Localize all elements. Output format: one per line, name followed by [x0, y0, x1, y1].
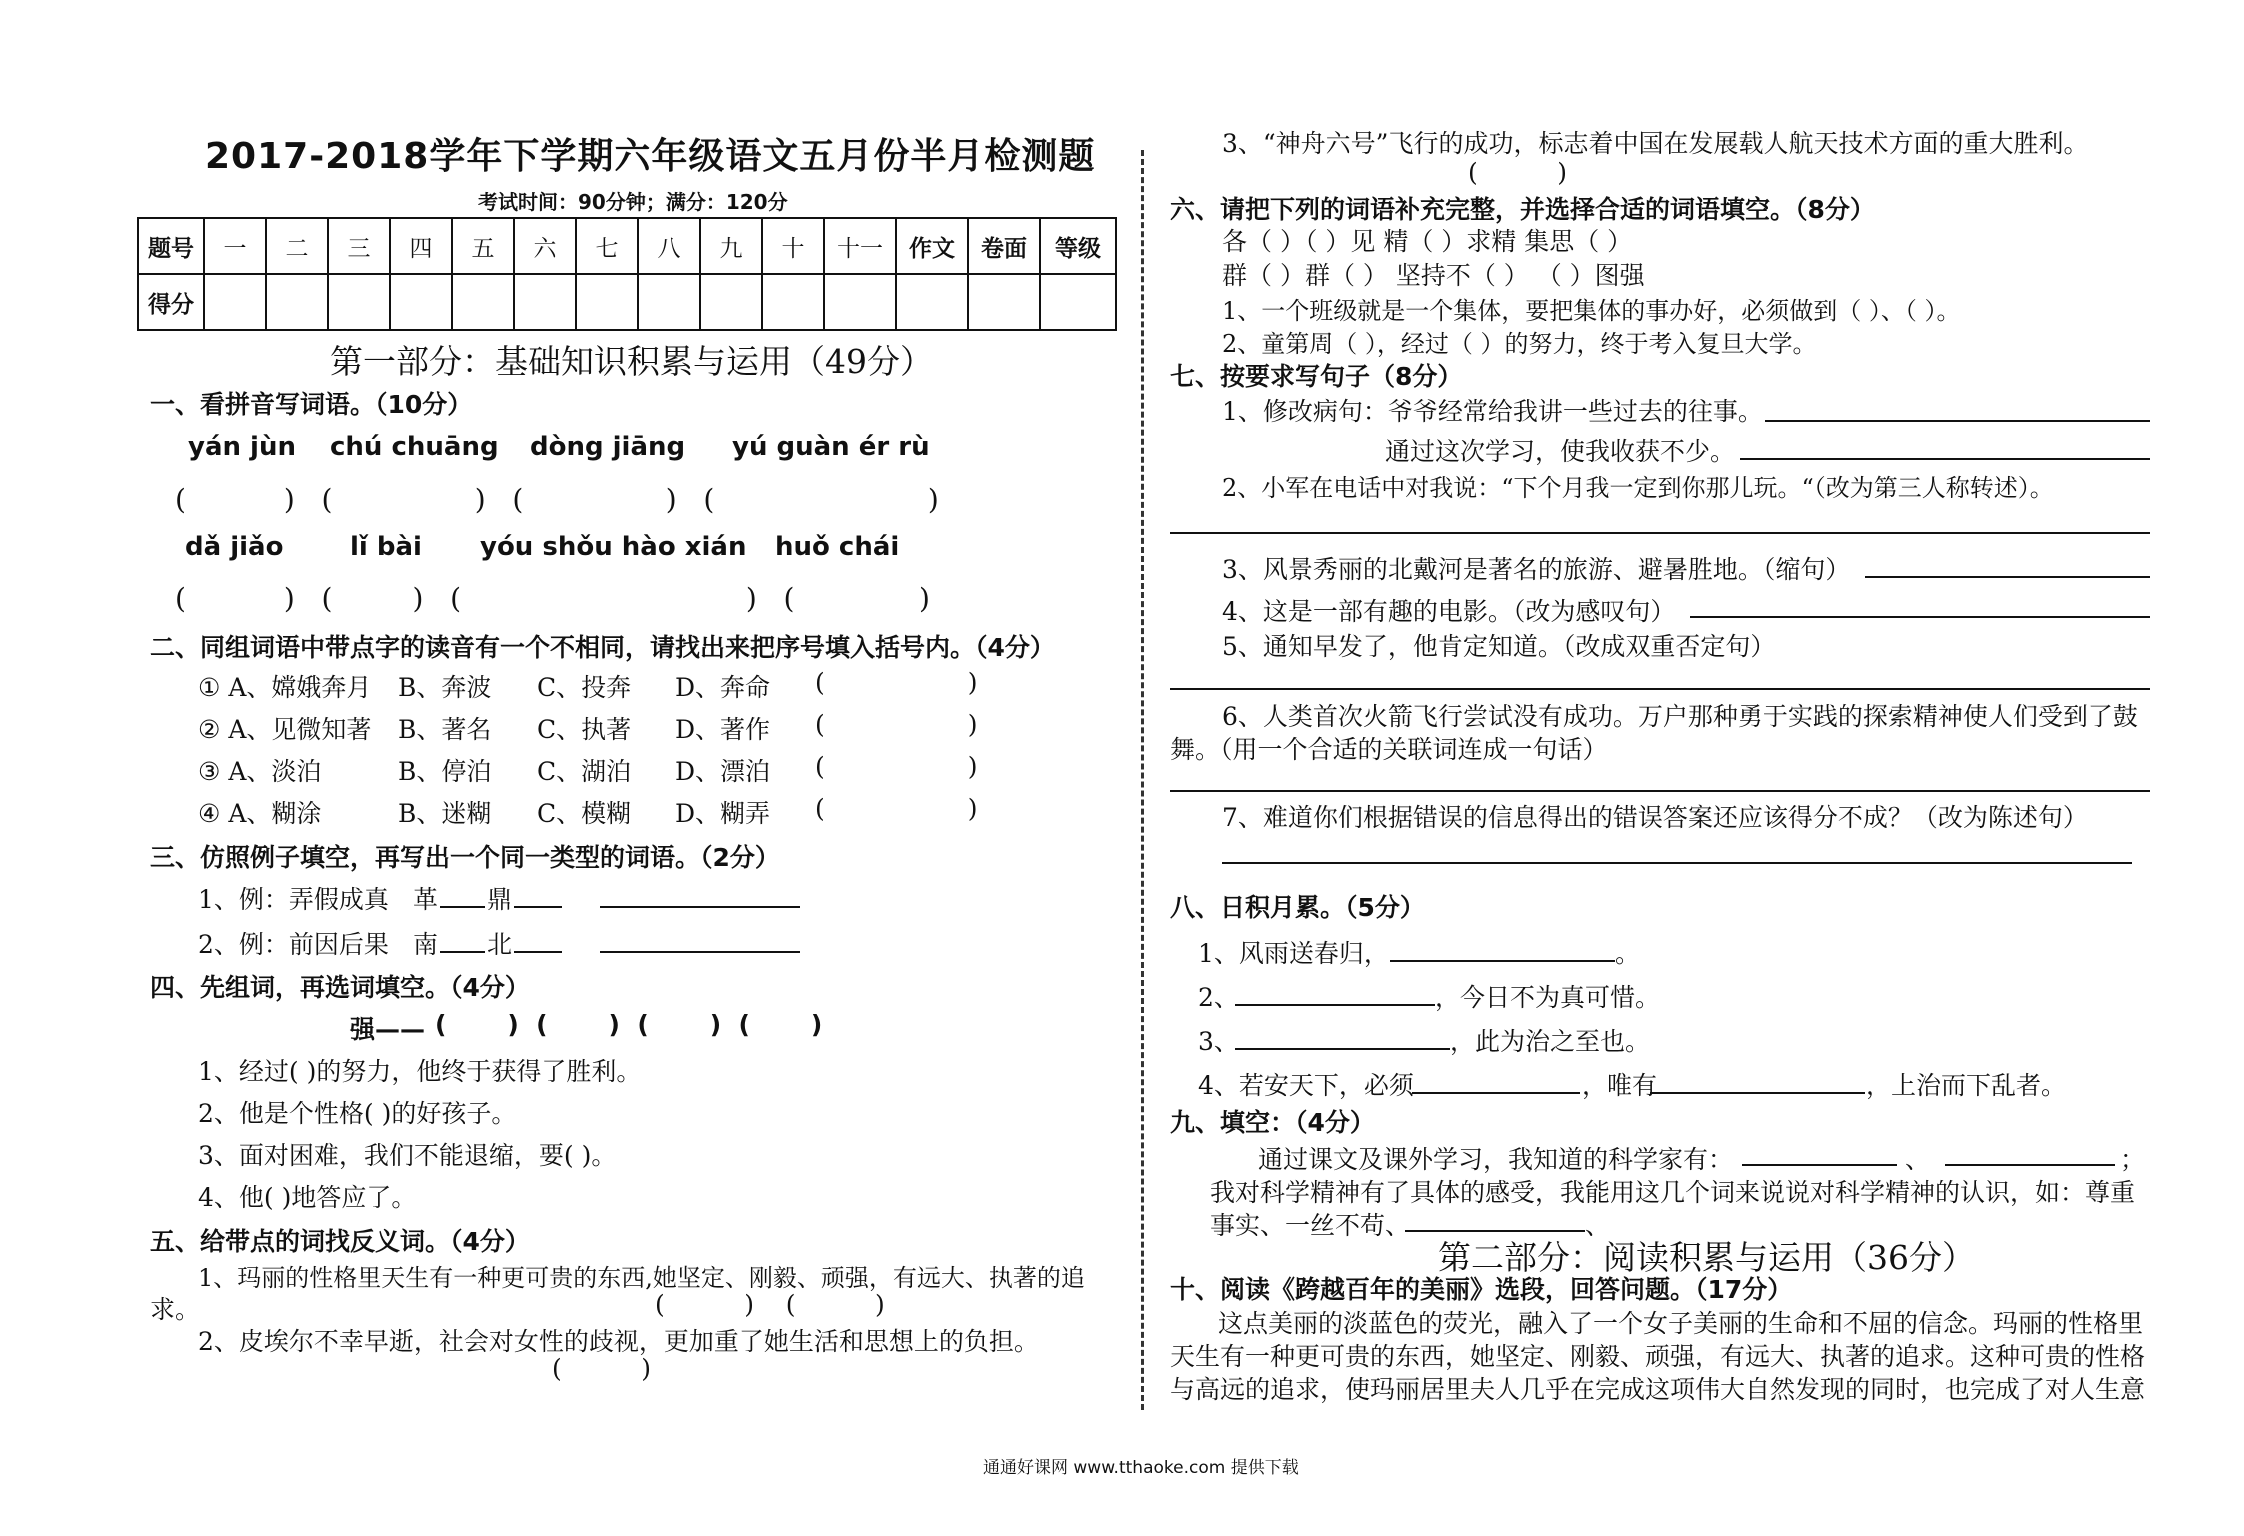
s2-answer[interactable]: ( ) [815, 710, 978, 739]
s3-char: 革 [413, 885, 439, 914]
s4-item: 3、面对困难，我们不能退缩，要( )。 [198, 1141, 617, 1170]
s8-q4-text: ，上治而下乱者。 [1866, 1071, 2067, 1100]
score-cell[interactable] [514, 274, 576, 330]
s7-q6-line2: 舞。（用一个合适的关联词连成一句话） [1170, 735, 1608, 764]
score-cell[interactable] [266, 274, 328, 330]
s7-q1-line1: 1、修改病句：爷爷经常给我讲一些过去的往事。 [1222, 397, 1763, 426]
s7-q6-answer[interactable] [1170, 790, 2150, 792]
s8-q3-label: 3、 [1198, 1027, 1239, 1056]
score-cell[interactable] [1040, 274, 1116, 330]
pinyin-5: dǎ jiǎo [185, 532, 284, 562]
s7-q1-answer-2[interactable] [1740, 458, 2150, 460]
s2-opt: ② A、见微知著 [198, 715, 372, 744]
s4-item: 2、他是个性格( )的好孩子。 [198, 1099, 517, 1128]
score-col: 六 [514, 218, 576, 274]
s9-line1: 通过课文及课外学习，我知道的科学家有： [1258, 1145, 1734, 1174]
s7-q3: 3、风景秀丽的北戴河是著名的旅游、避暑胜地。（缩句） [1222, 555, 1851, 584]
s3-example-2: 2、例：前因后果 [198, 930, 389, 959]
s2-opt: B、迷糊 [398, 799, 492, 828]
score-row-label: 题号 [138, 218, 204, 274]
s1-heading: 一、看拼音写词语。（10分） [150, 390, 473, 419]
s8-q3-answer[interactable] [1235, 1048, 1450, 1050]
s2-answer[interactable]: ( ) [815, 668, 978, 697]
score-cell[interactable] [968, 274, 1040, 330]
s7-q5-answer[interactable] [1170, 688, 2150, 690]
s3-char: 鼎 [487, 885, 513, 914]
score-cell[interactable] [824, 274, 896, 330]
s6-heading: 六、请把下列的词语补充完整，并选择合适的词语填空。（8分） [1170, 195, 1875, 224]
s4-heading: 四、先组词，再选词填空。（4分） [150, 973, 530, 1002]
s3-blank[interactable] [514, 906, 562, 908]
score-col: 二 [266, 218, 328, 274]
s9-answer-1[interactable] [1742, 1164, 1897, 1166]
q3-sentence: 3、“神舟六号”飞行的成功，标志着中国在发展载人航天技术方面的重大胜利。 [1222, 129, 2089, 158]
s2-opt: C、模糊 [537, 799, 632, 828]
s5-q2-answer[interactable]: ( ) [552, 1354, 651, 1383]
s10-heading: 十、阅读《跨越百年的美丽》选段，回答问题。（17分） [1170, 1275, 1793, 1304]
page-title: 2017-2018学年下学期六年级语文五月份半月检测题 [205, 136, 1096, 177]
s9-line3: 事实、一丝不苟、 [1210, 1211, 1411, 1240]
score-col: 卷面 [968, 218, 1040, 274]
s9-line2: 我对科学精神有了具体的感受，我能用这几个词来说说对科学精神的认识，如：尊重 [1210, 1178, 2136, 1207]
s7-q3-answer[interactable] [1865, 576, 2150, 578]
s2-opt: D、奔命 [675, 673, 771, 702]
score-col: 作文 [896, 218, 968, 274]
s8-q4-mid: ，唯有 [1582, 1071, 1658, 1100]
pinyin-1: yán jùn [188, 432, 296, 462]
pinyin-4: yú guàn ér rù [732, 432, 930, 462]
s2-opt: B、奔波 [398, 673, 492, 702]
score-row-label: 得分 [138, 274, 204, 330]
s4-item: 1、经过( )的努力，他终于获得了胜利。 [198, 1057, 642, 1086]
s7-q7-answer[interactable] [1222, 862, 2132, 864]
s5-q1-answers[interactable]: ( ) ( ) [655, 1290, 885, 1319]
column-divider [1141, 150, 1144, 1410]
s9-answer-2[interactable] [1945, 1164, 2115, 1166]
score-cell[interactable] [576, 274, 638, 330]
s7-q4-answer[interactable] [1690, 616, 2150, 618]
s9-sep: 、 [1905, 1145, 1931, 1174]
s5-heading: 五、给带点的词找反义词。（4分） [150, 1227, 530, 1256]
s3-answer-line[interactable] [600, 906, 800, 908]
s2-heading: 二、同组词语中带点字的读音有一个不相同，请找出来把序号填入括号内。（4分） [150, 633, 1055, 662]
s7-q2-answer[interactable] [1170, 532, 2150, 534]
score-cell[interactable] [896, 274, 968, 330]
score-col: 等级 [1040, 218, 1116, 274]
score-col: 五 [452, 218, 514, 274]
q3-answer[interactable]: ( ) [1468, 158, 1567, 187]
s5-q1-line1: 1、玛丽的性格里天生有一种更可贵的东西,她坚定、刚毅、顽强，有远大、执著的追 [198, 1264, 1085, 1292]
s3-char: 北 [487, 930, 513, 959]
s3-blank[interactable] [440, 906, 485, 908]
pinyin-3: dòng jiāng [530, 432, 686, 462]
s8-q1-end: 。 [1615, 939, 1641, 968]
score-col: 七 [576, 218, 638, 274]
score-cell[interactable] [328, 274, 390, 330]
s6-q1[interactable]: 1、一个班级就是一个集体，要把集体的事办好，必须做到（ ）、（ ）。 [1222, 297, 1961, 325]
score-cell[interactable] [452, 274, 514, 330]
s8-q1: 1、风雨送春归， [1198, 939, 1389, 968]
s7-q7: 7、难道你们根据错误的信息得出的错误答案还应该得分不成？（改为陈述句） [1222, 803, 2088, 832]
s2-answer[interactable]: ( ) [815, 794, 978, 823]
s8-q2-answer[interactable] [1235, 1004, 1435, 1006]
s3-blank[interactable] [514, 951, 562, 953]
s8-q2-label: 2、 [1198, 983, 1239, 1012]
s8-q2-text: ，今日不为真可惜。 [1435, 983, 1661, 1012]
pinyin-8: huǒ chái [775, 532, 900, 562]
score-cell[interactable] [390, 274, 452, 330]
s10-para-1: 这点美丽的淡蓝色的荧光，融入了一个女子美丽的生命和不屈的信念。玛丽的性格里 [1218, 1309, 2144, 1338]
s8-q4-answer-2[interactable] [1650, 1092, 1865, 1094]
pinyin-2: chú chuāng [330, 432, 499, 462]
s10-para-3: 与高远的追求，使玛丽居里夫人几乎在完成这项伟大自然发现的同时，也完成了对人生意 [1170, 1375, 2146, 1404]
s5-q2: 2、皮埃尔不幸早逝，社会对女性的歧视，更加重了她生活和思想上的负担。 [198, 1327, 1039, 1356]
s6-line2[interactable]: 群（ ）群（ ） 坚持不（ ） （ ）图强 [1222, 261, 1645, 290]
part1-title: 第一部分：基础知识积累与运用（49分） [330, 342, 933, 381]
score-cell[interactable] [204, 274, 266, 330]
score-col: 十 [762, 218, 824, 274]
pinyin-7: yóu shǒu hào xián [480, 532, 747, 562]
s4-item: 4、他( )地答应了。 [198, 1183, 417, 1212]
s2-opt: C、投奔 [537, 673, 632, 702]
answer-parens-row1[interactable]: ( ) ( ) ( ) ( ) [175, 483, 939, 516]
s5-q1-line2: 求。 [150, 1295, 201, 1324]
s10-para-2: 天生有一种更可贵的东西，她坚定、刚毅、顽强，有远大、执著的追求。这种可贵的性格 [1170, 1342, 2146, 1371]
s8-q4-answer-1[interactable] [1412, 1092, 1580, 1094]
s2-opt: ③ A、淡泊 [198, 757, 322, 786]
exam-info: 考试时间：90分钟；满分：120分 [478, 190, 788, 214]
s7-q6-line1: 6、人类首次火箭飞行尝试没有成功。万户那种勇于实践的探索精神使人们受到了鼓 [1222, 702, 2138, 731]
score-table-score-row [138, 274, 1116, 330]
s3-example-1: 1、例：弄假成真 [198, 885, 389, 914]
s2-opt: D、著作 [675, 715, 771, 744]
score-cell[interactable] [700, 274, 762, 330]
score-cell[interactable] [638, 274, 700, 330]
s2-answer[interactable]: ( ) [815, 752, 978, 781]
pinyin-6: lǐ bài [350, 532, 422, 562]
s2-opt: ① A、嫦娥奔月 [198, 673, 372, 702]
s8-heading: 八、日积月累。（5分） [1170, 893, 1425, 922]
part2-title: 第二部分：阅读积累与运用（36分） [1438, 1238, 1975, 1277]
s2-opt: C、执著 [537, 715, 632, 744]
s3-heading: 三、仿照例子填空，再写出一个同一类型的词语。（2分） [150, 843, 780, 872]
s4-stem: 强—— [350, 1015, 426, 1044]
answer-parens-row2[interactable]: ( ) ( ) ( ) ( ) [175, 582, 930, 615]
s7-q4: 4、这是一部有趣的电影。（改为感叹句） [1222, 597, 1676, 626]
score-col: 一 [204, 218, 266, 274]
score-col: 四 [390, 218, 452, 274]
s2-opt: D、糊弄 [675, 799, 771, 828]
s2-opt: B、停泊 [398, 757, 492, 786]
s2-opt: ④ A、糊涂 [198, 799, 322, 828]
s6-q2[interactable]: 2、童第周（ ），经过（ ）的努力，终于考入复旦大学。 [1222, 330, 1817, 358]
s7-q1-line2: 通过这次学习，使我收获不少。 [1385, 437, 1736, 466]
s7-q2: 2、小军在电话中对我说：“下个月我一定到你那儿玩。“（改为第三人称转述）。 [1222, 474, 2054, 502]
s9-end: ； [2120, 1145, 2146, 1174]
score-col: 十一 [824, 218, 896, 274]
s4-parens[interactable]: ( ) ( ) ( ) ( ) [435, 1010, 823, 1039]
score-table [137, 217, 1117, 331]
s7-heading: 七、按要求写句子（8分） [1170, 362, 1463, 391]
s6-line1[interactable]: 各（ ）（ ）见 精（ ）求精 集思（ ） [1222, 227, 1633, 256]
s3-char: 南 [413, 930, 439, 959]
page-footer: 通通好课网 www.tthaoke.com 提供下载 [983, 1458, 1299, 1478]
s8-q1-answer[interactable] [1390, 960, 1615, 962]
s8-q4-label: 4、若安天下，必须 [1198, 1071, 1414, 1100]
s2-opt: B、著名 [398, 715, 492, 744]
s7-q5: 5、通知早发了，他肯定知道。（改成双重否定句） [1222, 632, 1776, 661]
score-col: 三 [328, 218, 390, 274]
score-col: 八 [638, 218, 700, 274]
s2-opt: D、漂泊 [675, 757, 771, 786]
s8-q3-text: ，此为治之至也。 [1450, 1027, 1651, 1056]
s3-answer-line[interactable] [600, 951, 800, 953]
s9-sep2: 、 [1585, 1211, 1611, 1240]
s9-heading: 九、填空：（4分） [1170, 1108, 1375, 1137]
score-col: 九 [700, 218, 762, 274]
s3-blank[interactable] [440, 951, 485, 953]
score-table-header-row [138, 218, 1116, 274]
s7-q1-answer-1[interactable] [1765, 420, 2150, 422]
s2-opt: C、湖泊 [537, 757, 632, 786]
score-cell[interactable] [762, 274, 824, 330]
